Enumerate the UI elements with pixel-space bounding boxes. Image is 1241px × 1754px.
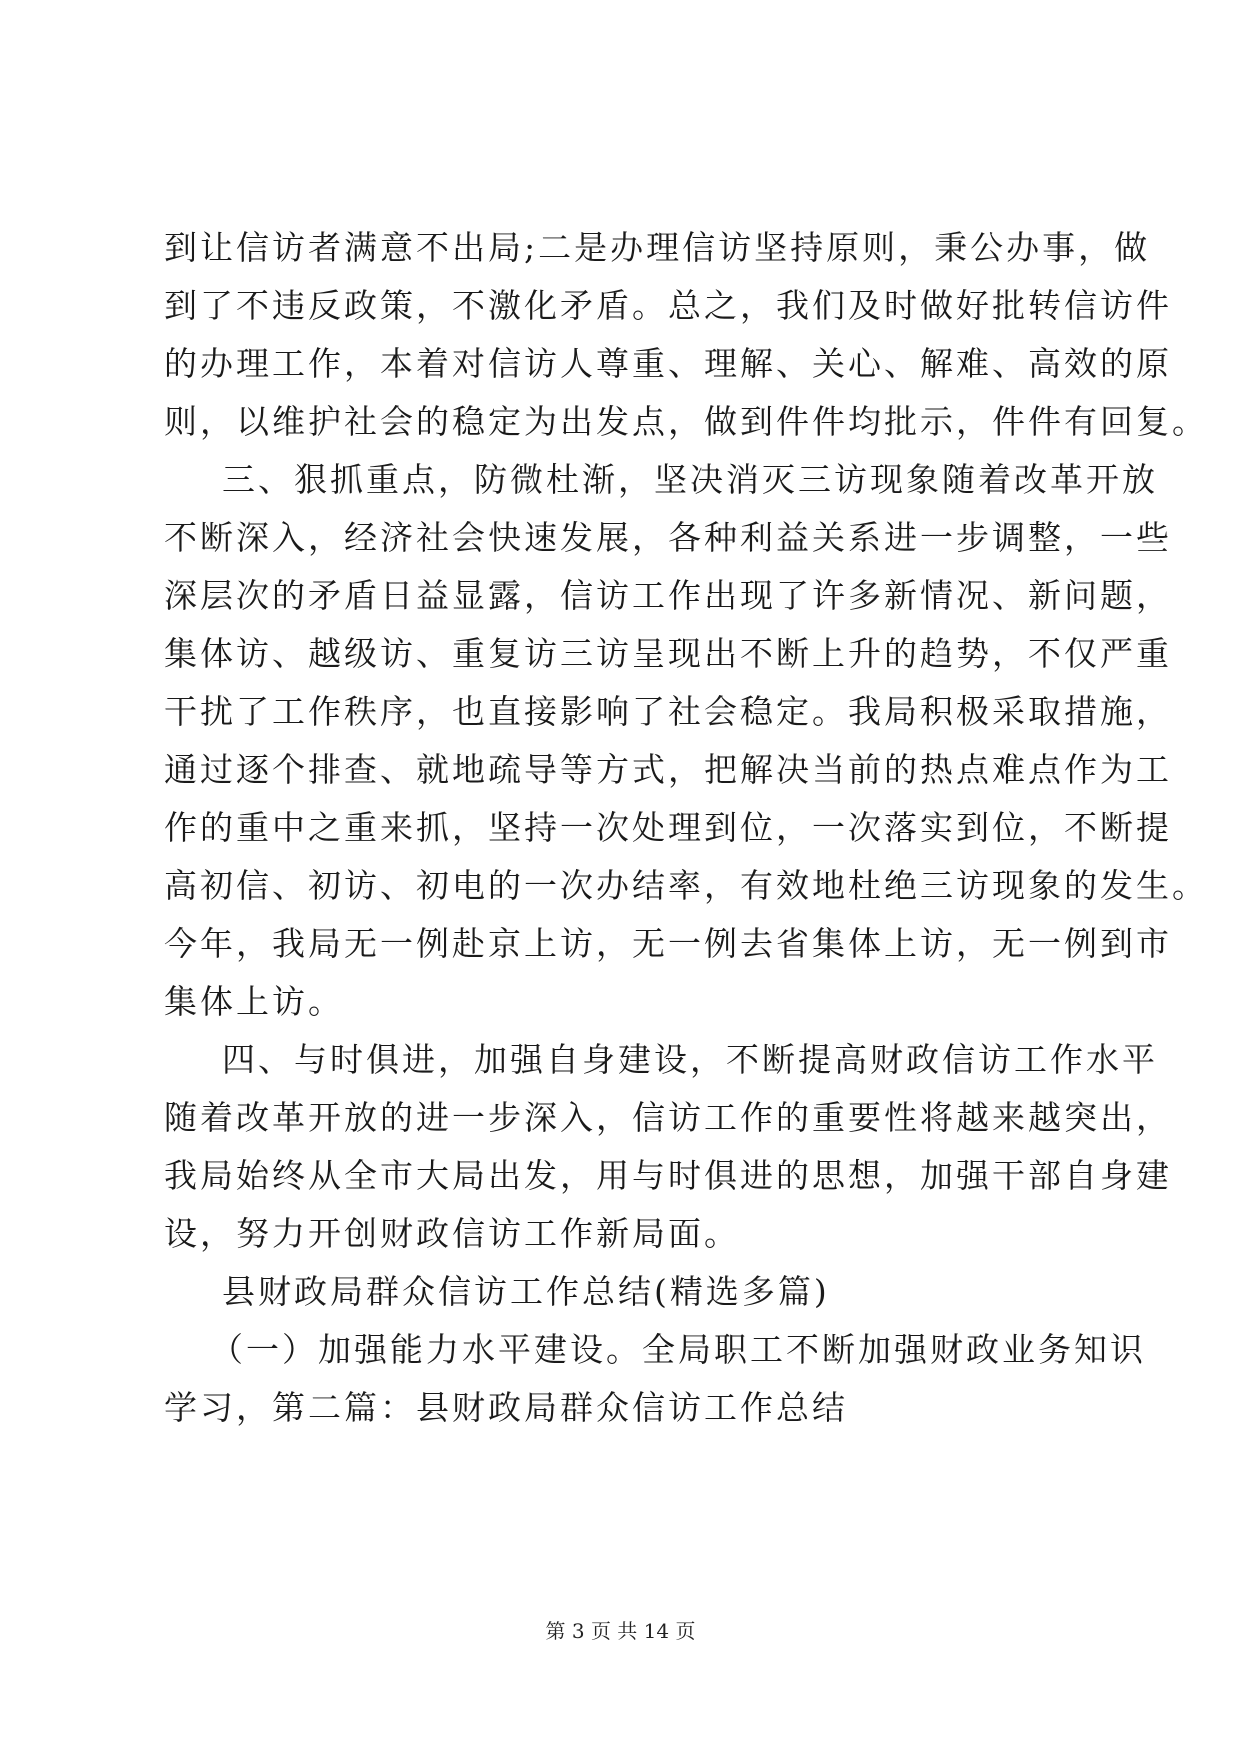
text-line: 随着改革开放的进一步深入，信访工作的重要性将越来越突出， bbox=[164, 1098, 1172, 1137]
text-line: 作的重中之重来抓，坚持一次处理到位，一次落实到位，不断提 bbox=[164, 808, 1172, 847]
text-line: 深层次的矛盾日益显露，信访工作出现了许多新情况、新问题， bbox=[164, 576, 1172, 615]
text-line: 我局始终从全市大局出发，用与时俱进的思想，加强干部自身建 bbox=[164, 1156, 1172, 1195]
section-title: 县财政局群众信访工作总结(精选多篇) bbox=[222, 1272, 830, 1311]
paragraph-heading: 四、与时俱进，加强自身建设，不断提高财政信访工作水平 bbox=[222, 1040, 1158, 1079]
text-line: 高初信、初访、初电的一次办结率，有效地杜绝三访现象的发生。 bbox=[164, 866, 1208, 905]
text-line: 不断深入，经济社会快速发展，各种利益关系进一步调整，一些 bbox=[164, 518, 1172, 557]
text-line: 设，努力开创财政信访工作新局面。 bbox=[164, 1214, 740, 1253]
text-line: 干扰了工作秩序，也直接影响了社会稳定。我局积极采取措施， bbox=[164, 692, 1172, 731]
paragraph-heading: 三、狠抓重点，防微杜渐，坚决消灭三访现象随着改革开放 bbox=[222, 460, 1158, 499]
text-line: 今年，我局无一例赴京上访，无一例去省集体上访，无一例到市 bbox=[164, 924, 1172, 963]
text-line: 的办理工作，本着对信访人尊重、理解、关心、解难、高效的原 bbox=[164, 344, 1172, 383]
paragraph-heading: （一）加强能力水平建设。全局职工不断加强财政业务知识 bbox=[210, 1330, 1146, 1369]
text-line: 到让信访者满意不出局;二是办理信访坚持原则，秉公办事，做 bbox=[164, 228, 1151, 267]
text-line: 学习，第二篇：县财政局群众信访工作总结 bbox=[164, 1388, 848, 1427]
page-footer: 第 3 页 共 14 页 bbox=[545, 1619, 696, 1643]
text-line: 集体访、越级访、重复访三访呈现出不断上升的趋势，不仅严重 bbox=[164, 634, 1172, 673]
text-line: 则，以维护社会的稳定为出发点，做到件件均批示，件件有回复。 bbox=[164, 402, 1208, 441]
text-line: 到了不违反政策，不激化矛盾。总之，我们及时做好批转信访件 bbox=[164, 286, 1172, 325]
text-line: 通过逐个排查、就地疏导等方式，把解决当前的热点难点作为工 bbox=[164, 750, 1172, 789]
text-line: 集体上访。 bbox=[164, 982, 344, 1021]
